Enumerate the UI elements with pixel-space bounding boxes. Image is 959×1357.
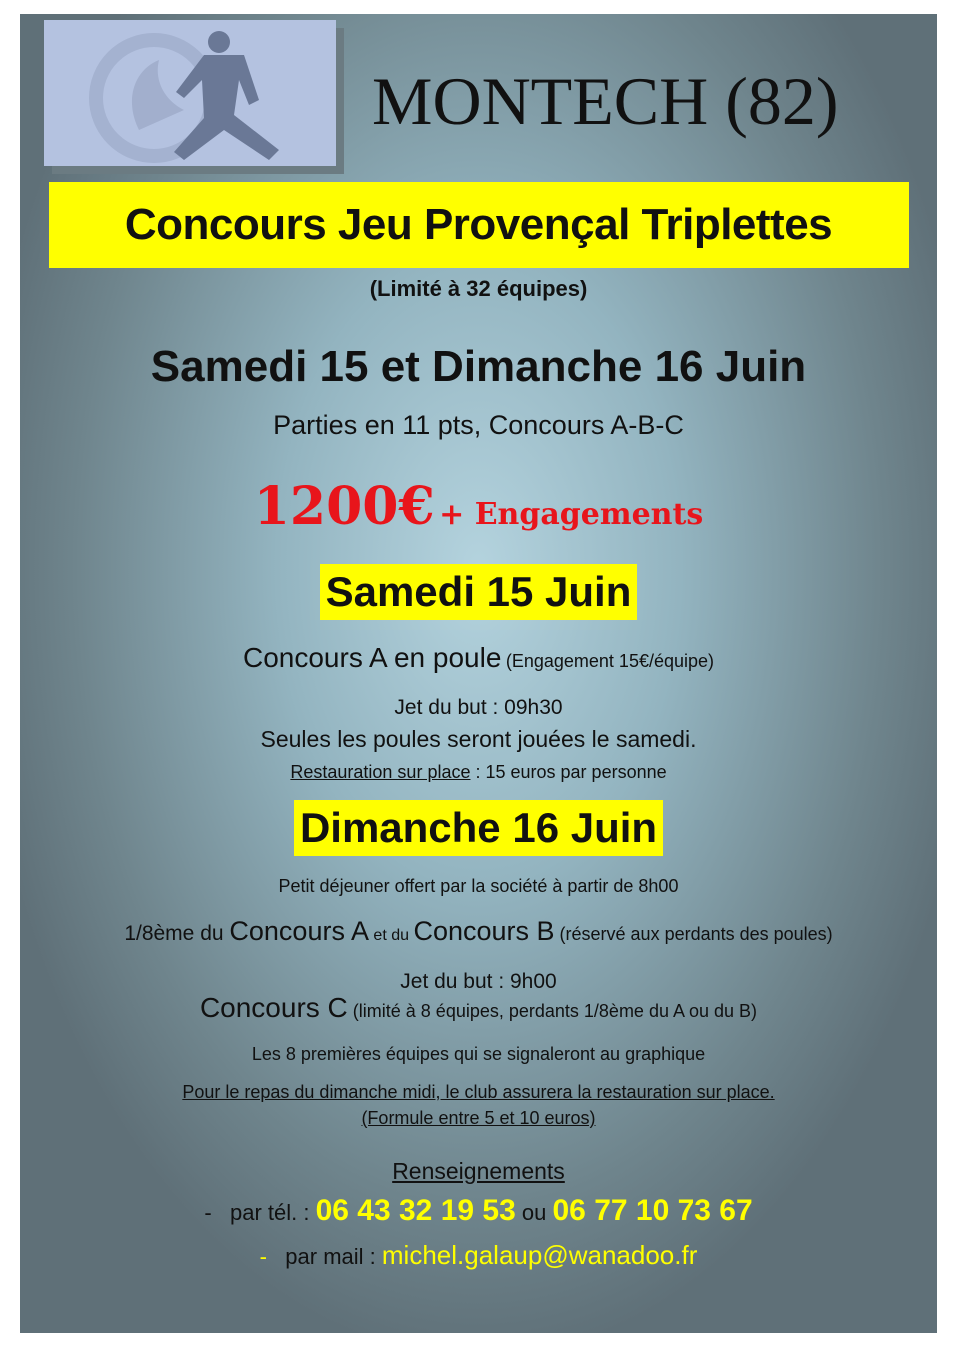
sunday-l1-prefix: 1/8ème du <box>124 922 230 945</box>
phone-1[interactable]: 06 43 32 19 53 <box>315 1194 516 1227</box>
tel-label: - par tél. : <box>204 1200 316 1225</box>
sunday-concours-c: Concours C <box>199 992 348 1023</box>
sunday-concours-a: Concours A <box>229 916 369 946</box>
team-limit: (Limité à 32 équipes) <box>369 276 588 301</box>
prize-amount: 1200€ <box>253 476 435 537</box>
saturday-resto-label: Restauration sur place <box>290 762 471 782</box>
mail-label: par mail : <box>266 1244 382 1269</box>
phone-or: ou <box>515 1200 553 1225</box>
saturday-resto-price: : 15 euros par personne <box>470 762 667 782</box>
federation-logo <box>44 20 336 166</box>
saturday-engagement: (Engagement 15€/équipe) <box>505 651 715 671</box>
event-dates: Samedi 15 et Dimanche 16 Juin <box>150 342 807 391</box>
sunday-c-first: Les 8 premières équipes qui se signaleront au graphique <box>251 1044 706 1064</box>
sunday-l1-note: (réservé aux perdants des poules) <box>554 924 833 944</box>
sunday-meal: Pour le repas du dimanche midi, le club assurera la restauration sur place. <box>182 1082 775 1102</box>
prize-plus: + Engagements <box>439 497 704 532</box>
sunday-jet: Jet du but : 9h00 <box>400 970 557 993</box>
sunday-c-note: (limité à 8 équipes, perdants 1/8ème du A ou du B) <box>347 1001 758 1021</box>
game-format: Parties en 11 pts, Concours A-B-C <box>273 410 684 440</box>
info-heading: Renseignements <box>392 1158 565 1184</box>
saturday-jet: Jet du but : 09h30 <box>394 696 563 719</box>
saturday-heading: Samedi 15 Juin <box>320 564 638 620</box>
title-banner <box>20 182 937 268</box>
poster <box>20 14 937 1333</box>
sunday-concours-b: Concours B <box>413 916 555 946</box>
sunday-formula: (Formule entre 5 et 10 euros) <box>361 1108 596 1128</box>
event-title: Concours Jeu Provençal Triplettes <box>124 200 833 249</box>
sunday-breakfast: Petit déjeuner offert par la société à partir de 8h00 <box>278 876 679 896</box>
saturday-concours: Concours A en poule <box>242 642 502 673</box>
phone-2[interactable]: 06 77 10 73 67 <box>552 1194 753 1227</box>
town-title: MONTECH (82) <box>372 63 839 139</box>
email-link[interactable]: michel.galaup@wanadoo.fr <box>381 1240 698 1270</box>
mail-dash: - <box>259 1244 267 1269</box>
prize <box>20 476 937 537</box>
sunday-l1-and: et du <box>368 927 414 944</box>
saturday-note: Seules les poules seront jouées le samedi. <box>260 726 697 752</box>
sunday-heading: Dimanche 16 Juin <box>294 800 663 856</box>
